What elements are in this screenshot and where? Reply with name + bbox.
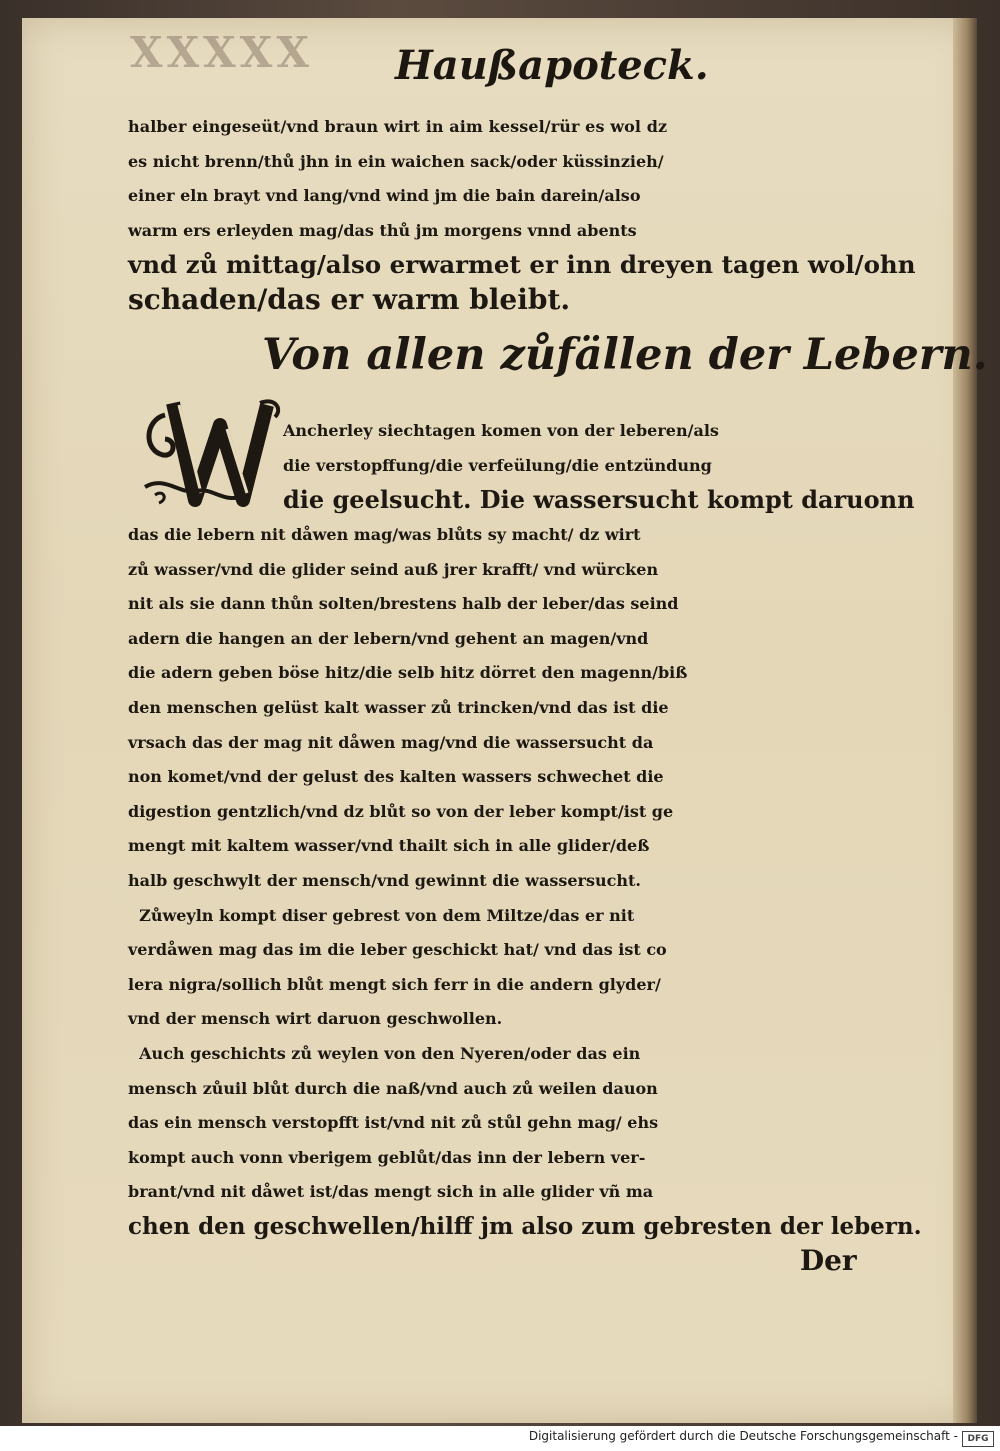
text-line: halb geschwylt der mensch/vnd gewinnt die wassersucht. — [128, 870, 641, 890]
text-line: vrsach das der mag nit dåwen mag/vnd die wassersucht da — [128, 732, 654, 752]
text-line: warm ers erleyden mag/das thů jm morgens vnnd abents — [128, 220, 637, 240]
text-line: halber eingeseüt/vnd braun wirt in aim kessel/rür es wol dz — [128, 117, 668, 136]
catchword: Der — [799, 1244, 857, 1278]
faint-folio-number: XXXXX — [130, 28, 313, 77]
text-line: zů wasser/vnd die glider seind auß jrer krafft/ vnd würcken — [128, 559, 659, 579]
running-head: Haußapoteck. — [395, 42, 709, 89]
text-line: nit als sie dann thůn solten/brestens halb der leber/das seind — [128, 594, 679, 614]
paragraph-2-body — [128, 518, 922, 1279]
funding-credit: Digitalisierung gefördert durch die Deutsche Forschungsgemeinschaft - — [528, 1429, 958, 1443]
text-line: vnd zů mittag/also erwarmet er inn dreyen tagen wol/ohn — [128, 250, 916, 280]
text-line: das die lebern nit dåwen mag/was blůts sy macht/ dz wirt — [128, 525, 641, 544]
text-line: den menschen gelüst kalt wasser zů trincken/vnd das ist die — [128, 697, 669, 717]
text-line: die geelsucht. Die wassersucht kompt daruonn — [283, 485, 915, 515]
paragraph-2-indented — [283, 414, 915, 518]
text-line: chen den geschwellen/hilff jm also zum gebresten der lebern. — [128, 1212, 922, 1240]
text-line: mengt mit kaltem wasser/vnd thailt sich in alle glider/deß — [128, 836, 650, 856]
text-line: non komet/vnd der gelust des kalten wassers schwechet die — [128, 767, 664, 787]
text-line: lera nigra/sollich blůt mengt sich ferr in die andern glyder/ — [128, 974, 661, 994]
dfg-logo-icon: DFG — [962, 1431, 994, 1447]
text-line: Ancherley siechtagen komen von der leberen/als — [283, 421, 719, 440]
text-line: Zůweyln kompt diser gebrest von dem Miltze/das er nit — [128, 905, 635, 925]
text-line: einer eln brayt vnd lang/vnd wind jm die bain darein/also — [128, 186, 641, 206]
paragraph-1 — [128, 110, 916, 318]
text-line: brant/vnd nit dåwet ist/das mengt sich in alle glider vñ ma — [128, 1182, 654, 1202]
text-line: kompt auch vonn vberigem geblůt/das inn der lebern ver- — [128, 1147, 646, 1167]
text-line: adern die hangen an der lebern/vnd gehent an magen/vnd — [128, 628, 649, 648]
decorated-initial-m — [135, 395, 285, 513]
text-line: verdåwen mag das im die leber geschickt hat/ vnd das ist co — [128, 940, 667, 960]
text-line: die verstopffung/die verfeülung/die entzündung — [283, 455, 712, 475]
chapter-title: Von allen zůfällen der Lebern. — [262, 330, 988, 380]
text-line: vnd der mensch wirt daruon geschwollen. — [128, 1009, 503, 1029]
text-line: digestion gentzlich/vnd dz blůt so von der leber kompt/ist ge — [128, 801, 674, 821]
text-line: die adern geben böse hitz/die selb hitz dörret den magenn/biß — [128, 663, 688, 683]
text-line: mensch zůuil blůt durch die naß/vnd auch zů weilen dauon — [128, 1078, 658, 1098]
text-line: es nicht brenn/thů jhn in ein waichen sack/oder küssinzieh/ — [128, 151, 664, 171]
text-line: das ein mensch verstopfft ist/vnd nit zů stůl gehn mag/ ehs — [128, 1113, 659, 1133]
page-binding-edge — [953, 18, 977, 1423]
text-line: schaden/das er warm bleibt. — [128, 282, 571, 316]
digitization-footer — [0, 1426, 1000, 1451]
text-line: Auch geschichts zů weylen von den Nyeren/oder das ein — [128, 1043, 641, 1063]
